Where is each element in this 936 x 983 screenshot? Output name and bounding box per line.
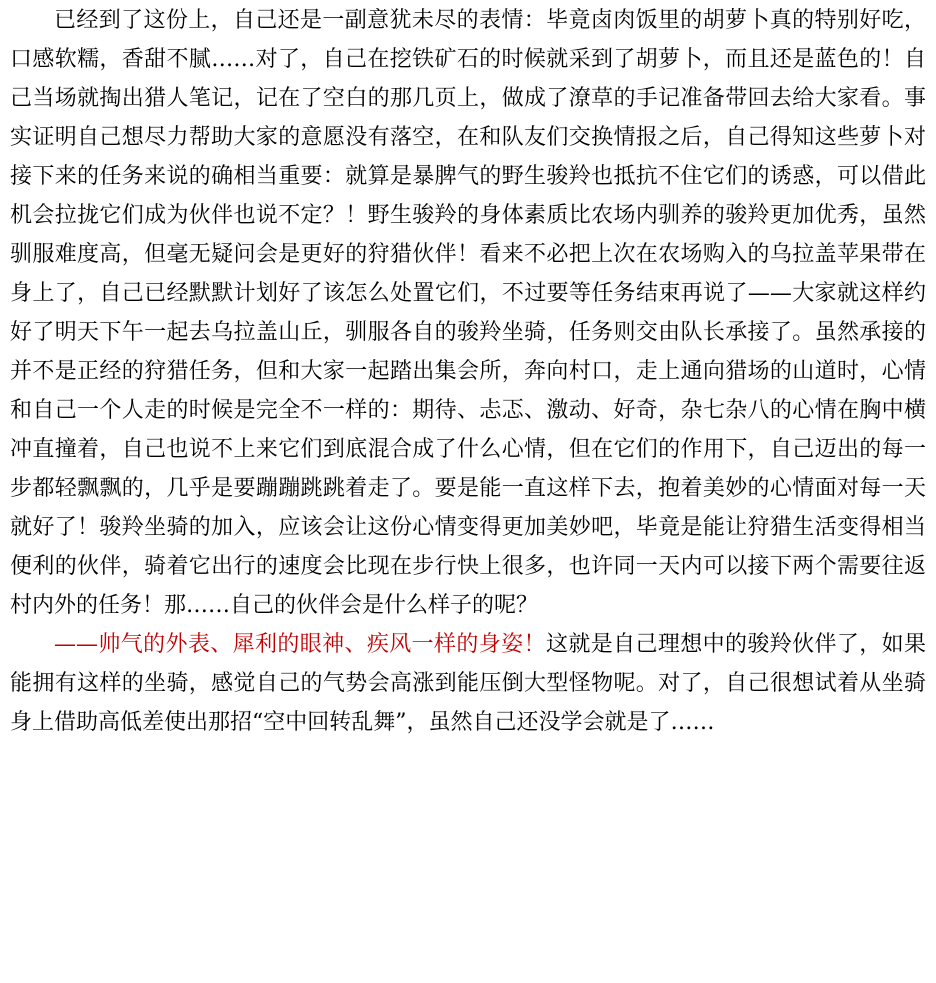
paragraph-2-text: 这就是自己理想中的骏羚伙伴了，如果能拥有这样的坐骑，感觉自己的气势会高涨到能压倒大型怪物呢。对了，自己很想试着从坐骑身上借助高低差使出那招“空中回转乱舞”，虽然自己还没学会就是了…… [10, 632, 926, 735]
paragraph-2 [10, 625, 926, 742]
paragraph-1 [10, 1, 926, 625]
paragraph-1-text: 已经到了这份上，自己还是一副意犹未尽的表情：毕竟卤肉饭里的胡萝卜真的特别好吃，口感软糯，香甜不腻……对了，自己在挖铁矿石的时候就采到了胡萝卜，而且还是蓝色的！自己当场就掏出猎人笔记，记在了空白的那几页上，做成了潦草的手记准备带回去给大家看。事实证明自己想尽力帮助大家的意愿没有落空，在和队友们交换情报之后，自己得知这些萝卜对接下来的任务来说的确相当重要：就算是暴脾气的野生骏羚也抵抗不住它们的诱惑，可以借此机会拉拢它们成为伙伴也说不定？！野生骏羚的身体素质比农场内驯养的骏羚更加优秀，虽然驯服难度高，但毫无疑问会是更好的狩猎伙伴！看来不必把上次在农场购入的乌拉盖苹果带在身上了，自己已经默默计划好了该怎么处置它们，不过要等任务结束再说了——大家就这样约好了明天下午一起去乌拉盖山丘，驯服各自的骏羚坐骑，任务则交由队长承接了。虽然承接的并不是正经的狩猎任务，但和大家一起踏出集会所，奔向村口，走上通向猎场的山道时，心情和自己一个人走的时候是完全不一样的：期待、忐忑、激动、好奇，杂七杂八的心情在胸中横冲直撞着，自己也说不上来它们到底混合成了什么心情，但在它们的作用下，自己迈出的每一步都轻飘飘的，几乎是要蹦蹦跳跳着走了。要是能一直这样下去，抱着美妙的心情面对每一天就好了！骏羚坐骑的加入，应该会让这份心情变得更加美妙吧，毕竟是能让狩猎生活变得相当便利的伙伴，骑着它出行的速度会比现在步行快上很多，也许同一天内可以接下两个需要往返村内外的任务！那……自己的伙伴会是什么样子的呢？ [10, 8, 926, 618]
paragraph-2-highlight: ——帅气的外表、犀利的眼神、疾风一样的身姿！ [54, 632, 546, 657]
document-page [10, 0, 926, 742]
